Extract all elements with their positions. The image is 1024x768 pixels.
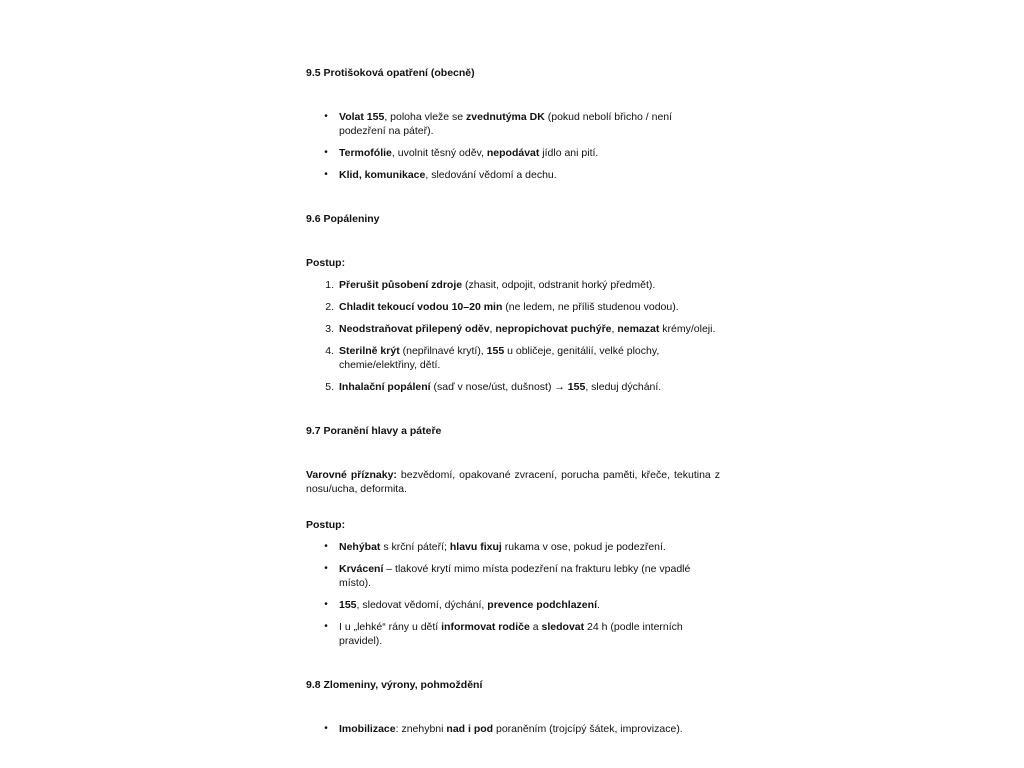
text-run: , sledování vědomí a dechu. xyxy=(425,169,557,181)
numbered-list xyxy=(306,278,720,394)
list-number: 4. xyxy=(325,345,334,357)
text-run: (saď v nose/úst, dušnost) → xyxy=(430,381,568,393)
bold-text: nepodávat xyxy=(486,147,540,159)
bullet-marker: • xyxy=(324,541,328,552)
section-heading-9-7: 9.7 Poranění hlavy a páteře xyxy=(306,425,442,437)
text-run: , sledovat vědomí, dýchání, xyxy=(356,599,488,611)
text-run: krémy/oleji. xyxy=(659,323,716,335)
bold-text: Neodstraňovat přilepený oděv xyxy=(339,323,490,335)
postup-label: Postup: xyxy=(306,519,346,531)
text-run: s krční páteří; xyxy=(380,541,450,553)
bold-text: Krvácení xyxy=(339,563,384,575)
warning-paragraph xyxy=(306,468,720,496)
text-run: – tlakové krytí mimo místa podezření na frakturu lebky (ne vpadlé místo). xyxy=(339,563,691,589)
section-heading-9-6: 9.6 Popáleniny xyxy=(306,213,380,225)
text-run: (zhasit, odpojit, odstranit horký předmět). xyxy=(462,279,656,291)
text-run: , xyxy=(489,323,496,335)
bold-text: Inhalační popálení xyxy=(339,381,431,393)
bold-text: 155 xyxy=(339,599,357,611)
text-run: (nepřilnavé krytí), xyxy=(399,345,487,357)
bold-text: prevence podchlazení xyxy=(487,599,597,611)
document-content xyxy=(306,60,720,744)
bold-text: 155 xyxy=(567,381,586,393)
bold-text: Klid, komunikace xyxy=(339,169,426,181)
list-number: 1. xyxy=(325,279,334,291)
text-run: . xyxy=(596,599,600,611)
bold-text: hlavu fixuj xyxy=(449,541,502,553)
text-run: , xyxy=(611,323,618,335)
list-number: 2. xyxy=(325,301,334,313)
text-run: (ne ledem, ne příliš studenou vodou). xyxy=(502,301,679,313)
list-item xyxy=(306,540,720,554)
bold-text: informovat rodiče xyxy=(441,621,530,633)
list-item xyxy=(306,278,720,292)
text-run: rukama v ose, pokud je podezření. xyxy=(501,541,666,553)
bold-text: nemazat xyxy=(617,323,660,335)
list-item xyxy=(306,146,720,160)
bullet-marker: • xyxy=(324,723,328,734)
postup-label: Postup: xyxy=(306,257,346,269)
bullet-marker: • xyxy=(324,599,328,610)
text-run: : znehybni xyxy=(395,723,447,735)
bold-text: Imobilizace xyxy=(339,723,396,735)
bullet-marker: • xyxy=(324,147,328,158)
list-item xyxy=(306,322,720,336)
bold-text: Přerušit působení zdroje xyxy=(339,279,463,291)
bold-text: Volat 155 xyxy=(339,111,385,123)
bullet-marker: • xyxy=(324,169,328,180)
bullet-marker: • xyxy=(324,621,328,632)
bold-text: 155 xyxy=(486,345,505,357)
text-run: 24 h (podle interních pravidel). xyxy=(339,621,683,647)
text-run: , sleduj dýchání. xyxy=(585,381,662,393)
bullet-list xyxy=(306,722,720,736)
list-item xyxy=(306,300,720,314)
text-run: u obličeje, genitálií, velké plochy, chemie/elektřiny, dětí. xyxy=(339,345,660,371)
bold-text: nepropichovat puchýře xyxy=(495,323,612,335)
list-number: 5. xyxy=(325,381,334,393)
bold-text: nad i pod xyxy=(446,723,494,735)
bold-text: Termofólie xyxy=(339,147,392,159)
list-number: 3. xyxy=(325,323,334,335)
section-heading-9-5: 9.5 Protišoková opatření (obecně) xyxy=(306,67,475,79)
list-item xyxy=(306,620,720,648)
text-run: I u „lehké“ rány u dětí xyxy=(339,621,442,633)
list-item xyxy=(306,380,720,394)
bold-text: sledovat xyxy=(541,621,585,633)
bullet-marker: • xyxy=(324,111,328,122)
bullet-marker: • xyxy=(324,563,328,574)
bold-text: Nehýbat xyxy=(339,541,381,553)
bold-text: zvednutýma DK xyxy=(466,111,545,123)
list-item xyxy=(306,722,720,736)
warning-label: Varovné příznaky: xyxy=(306,469,397,481)
list-item xyxy=(306,598,720,612)
text-run: a xyxy=(529,621,542,633)
text-run: jídlo ani pití. xyxy=(539,147,599,159)
warning-text: bezvědomí, opakované zvracení, porucha paměti, křeče, tekutina z nosu/ucha, deformita. xyxy=(306,469,720,495)
list-item xyxy=(306,168,720,182)
bullet-list xyxy=(306,110,720,182)
bold-text: Sterilně krýt xyxy=(339,345,400,357)
list-item xyxy=(306,344,720,372)
text-run: , poloha vleže se xyxy=(384,111,467,123)
bold-text: Chladit tekoucí vodou 10–20 min xyxy=(339,301,503,313)
list-item xyxy=(306,562,720,590)
text-run: (pokud nebolí břicho / není podezření na páteř). xyxy=(339,111,673,137)
list-item xyxy=(306,110,720,138)
text-run: poraněním (trojcípý šátek, improvizace). xyxy=(493,723,683,735)
text-run: , uvolnit těsný oděv, xyxy=(391,147,487,159)
section-heading-9-8: 9.8 Zlomeniny, výrony, pohmoždění xyxy=(306,679,483,691)
bullet-list xyxy=(306,540,720,648)
